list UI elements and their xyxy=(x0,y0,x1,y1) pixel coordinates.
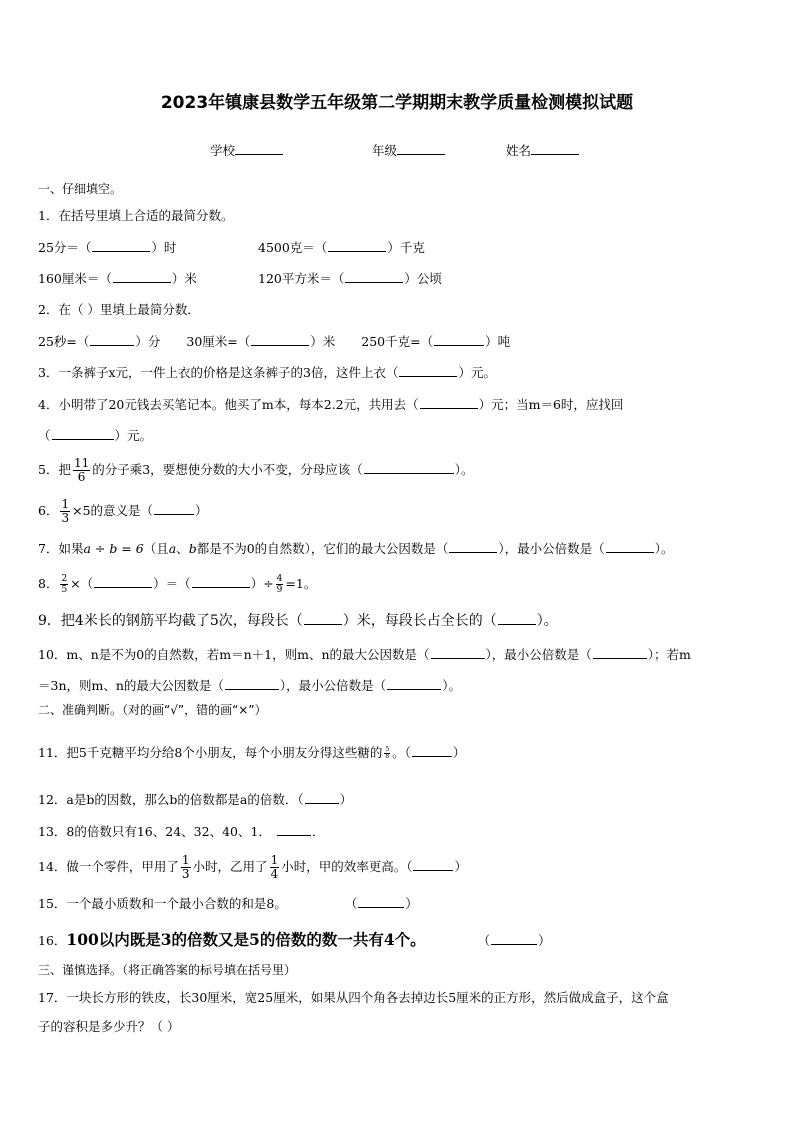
grade-label: 年级 xyxy=(372,143,398,158)
fraction-numerator: 2 xyxy=(61,574,68,584)
answer-blank[interactable] xyxy=(277,823,311,836)
q16-text: 100以内既是3的倍数又是5的倍数的数一共有4个。 xyxy=(66,930,426,949)
q1-a-text: 25分＝（ xyxy=(38,240,92,255)
q10-tail: ）。 xyxy=(442,678,461,693)
question-1-row-d xyxy=(258,270,442,287)
question-4-cont xyxy=(38,427,152,444)
question-5 xyxy=(38,456,473,484)
q11-post: 。（ xyxy=(392,745,411,760)
q7-var-a: a xyxy=(168,541,177,556)
school-field xyxy=(210,141,283,159)
q8-op1: ×（ xyxy=(70,576,94,591)
q8-tail: =1。 xyxy=(285,576,317,591)
answer-blank[interactable] xyxy=(420,396,478,409)
q7-expression: a ÷ b = 6 xyxy=(83,541,144,556)
answer-blank[interactable] xyxy=(113,270,171,283)
q7-mid2: 都是不为0的自然数），它们的最大公因数是（ xyxy=(196,541,449,556)
grade-field xyxy=(372,141,445,159)
fraction xyxy=(270,854,280,881)
q9-text: 9．把4米长的钢筋平均截了5次，每段长（ xyxy=(38,613,303,629)
answer-blank[interactable] xyxy=(449,540,497,553)
fraction xyxy=(60,498,70,525)
q7-pre: 7．如果 xyxy=(38,541,84,556)
q7-mid1: （且 xyxy=(143,541,169,556)
grade-blank[interactable] xyxy=(397,142,445,155)
q7-sep: 、 xyxy=(176,541,189,556)
q1-b-text: 4500克＝（ xyxy=(258,240,328,255)
question-4 xyxy=(38,396,623,413)
fraction xyxy=(181,854,191,881)
q15-tail: ） xyxy=(405,896,418,911)
q16-paren: （ xyxy=(477,933,491,948)
fraction-denominator: 8 xyxy=(385,753,390,760)
q2-a-text: 25秒=（ xyxy=(38,334,90,349)
q6-post: ×5的意义是（ xyxy=(72,503,154,518)
q14-post: 小时，甲的效率更高。（ xyxy=(281,859,413,874)
section-heading-2: 二、准确判断。（对的画“√”，错的画“×”） xyxy=(38,703,267,717)
question-12 xyxy=(38,791,352,808)
q7-var-b: b xyxy=(188,541,197,556)
q1-d-text: 120平方米＝（ xyxy=(258,271,345,286)
q1-a-unit: ）时 xyxy=(151,240,177,255)
answer-blank[interactable] xyxy=(413,858,453,871)
question-1-row-c xyxy=(38,270,197,287)
q11-tail: ） xyxy=(452,745,466,760)
answer-blank[interactable] xyxy=(434,333,484,346)
q5-pre: 5．把 xyxy=(38,462,71,477)
q10-mid3: ），最小公倍数是（ xyxy=(279,678,387,693)
q5-tail: ）。 xyxy=(454,462,474,477)
q14-pre: 14．做一个零件，甲用了 xyxy=(38,859,179,874)
q8-op2: ）÷ xyxy=(250,576,274,591)
q5-post: 的分子乘3，要想使分数的大小不变，分母应该（ xyxy=(92,462,363,477)
question-1-row-a xyxy=(38,239,176,256)
q1-c-text: 160厘米＝（ xyxy=(38,271,112,286)
fraction-numerator: 11 xyxy=(73,456,90,470)
q10-mid1: ），最小公倍数是（ xyxy=(485,647,592,662)
school-label: 学校 xyxy=(210,143,236,158)
fraction-denominator: 5 xyxy=(61,585,68,595)
answer-blank[interactable] xyxy=(304,612,342,625)
q15-text: 15．一个最小质数和一个最小合数的和是8。 xyxy=(38,896,287,911)
name-label: 姓名 xyxy=(506,143,532,158)
fraction-numerator: 1 xyxy=(181,853,190,867)
q6-tail: ） xyxy=(195,503,208,518)
question-10-cont xyxy=(38,677,461,694)
page-title: 2023年镇康县数学五年级第二学期期末教学质量检测模拟试题 xyxy=(160,93,634,113)
q2-b-unit: ）米 xyxy=(310,334,336,349)
q9-tail: ）。 xyxy=(536,613,558,629)
fraction-denominator: 9 xyxy=(276,585,283,595)
q13-tail: ． xyxy=(311,824,325,839)
fraction-numerator: 5 xyxy=(385,746,390,753)
answer-blank[interactable] xyxy=(364,461,454,474)
q2-b-text: 30厘米=（ xyxy=(186,334,251,349)
question-1-stem: 1．在括号里填上合适的最简分数。 xyxy=(38,208,234,223)
q2-a-unit: ）分 xyxy=(135,334,161,349)
q7-tail: ）。 xyxy=(654,541,674,556)
answer-blank[interactable] xyxy=(305,791,339,804)
question-15 xyxy=(38,895,418,912)
question-1-row-b xyxy=(258,239,425,256)
q7-mid3: ），最小公倍数是（ xyxy=(498,541,605,556)
q4-cont: （ xyxy=(38,428,51,443)
answer-blank[interactable] xyxy=(606,540,654,553)
question-2-stem: 2．在（ ）里填上最简分数． xyxy=(38,302,200,317)
question-14 xyxy=(38,852,467,882)
answer-blank[interactable] xyxy=(154,502,194,515)
question-7 xyxy=(38,540,673,557)
answer-blank[interactable] xyxy=(345,270,403,283)
fraction-denominator: 4 xyxy=(270,867,279,881)
fraction-numerator: 1 xyxy=(61,497,70,511)
q9-mid: ）米，每段长占全长的（ xyxy=(342,613,497,629)
answer-blank[interactable] xyxy=(491,932,537,945)
question-17-cont: 子的容积是多少升？（ ） xyxy=(38,1019,180,1034)
q4-tail: ）元。 xyxy=(114,428,153,443)
q4-text: 4．小明带了20元钱去买笔记本。他买了m本，每本2.2元，共用去（ xyxy=(38,397,419,412)
fraction xyxy=(384,747,390,760)
fraction xyxy=(60,574,68,595)
question-2-row xyxy=(38,333,510,350)
fraction-denominator: 6 xyxy=(77,470,86,484)
q2-c-text: 250千克=（ xyxy=(361,334,434,349)
section-heading-3: 三、谨慎选择。（将正确答案的标号填在括号里） xyxy=(38,963,297,977)
q14-tail: ） xyxy=(454,859,467,874)
q1-b-unit: ）千克 xyxy=(387,240,425,255)
school-blank[interactable] xyxy=(235,142,283,155)
question-8 xyxy=(38,570,316,598)
q3-tail: ）元。 xyxy=(458,365,496,380)
answer-blank[interactable] xyxy=(225,677,279,690)
q16-tail: ） xyxy=(538,933,551,948)
fraction-denominator: 3 xyxy=(61,511,70,525)
question-16 xyxy=(38,930,551,951)
question-17: 17．一块长方形的铁皮，长30厘米，宽25厘米，如果从四个角各去掉边长5厘米的正方形，然后做成盒子，这个盒 xyxy=(38,990,669,1005)
q1-c-unit: ）米 xyxy=(171,271,197,286)
q2-c-unit: ）吨 xyxy=(485,334,511,349)
q16-number: 16． xyxy=(38,933,67,948)
q14-mid: 小时，乙用了 xyxy=(192,859,268,874)
answer-blank[interactable] xyxy=(387,677,441,690)
answer-blank[interactable] xyxy=(94,575,152,588)
answer-blank[interactable] xyxy=(52,427,114,440)
answer-blank[interactable] xyxy=(412,744,452,757)
name-field xyxy=(506,141,579,159)
q3-text: 3．一条裤子x元，一件上衣的价格是这条裤子的3倍，这件上衣（ xyxy=(38,365,399,380)
answer-blank[interactable] xyxy=(399,364,457,377)
question-10 xyxy=(38,646,691,663)
answer-blank[interactable] xyxy=(498,612,536,625)
answer-blank[interactable] xyxy=(593,646,647,659)
answer-blank[interactable] xyxy=(251,333,309,346)
q6-pre: 6． xyxy=(38,503,59,518)
question-9 xyxy=(38,612,558,629)
section-heading-1: 一、仔细填空。 xyxy=(38,182,123,196)
q10-text: 10．m、n是不为0的自然数，若m＝n＋1，则m、n的最大公因数是（ xyxy=(38,647,430,662)
q11-text: 11．把5千克糖平均分给8个小朋友，每个小朋友分得这些糖的 xyxy=(38,745,383,760)
q10-cont: ＝3n，则m、n的最大公因数是（ xyxy=(38,678,224,693)
name-blank[interactable] xyxy=(531,142,579,155)
q13-text: 13．8的倍数只有16、24、32、40、1． xyxy=(38,824,271,839)
q12-text: 12．a是b的因数，那么b的倍数都是a的倍数．（ xyxy=(38,792,304,807)
q8-eq: ）＝（ xyxy=(153,576,191,591)
fraction xyxy=(73,457,90,484)
q10-mid2: ）；若m xyxy=(647,647,691,662)
question-3 xyxy=(38,364,496,381)
q12-tail: ） xyxy=(339,792,353,807)
fraction-numerator: 4 xyxy=(276,574,283,584)
answer-blank[interactable] xyxy=(358,895,404,908)
q8-pre: 8． xyxy=(38,576,59,591)
answer-blank[interactable] xyxy=(328,239,386,252)
q15-paren: （ xyxy=(344,896,358,911)
question-6 xyxy=(38,497,208,525)
question-11 xyxy=(38,744,465,761)
fraction xyxy=(276,574,284,595)
answer-blank[interactable] xyxy=(192,575,250,588)
answer-blank[interactable] xyxy=(431,646,485,659)
q4-mid: ）元；当m＝6时，应找回 xyxy=(478,397,624,412)
fraction-numerator: 1 xyxy=(270,853,279,867)
answer-blank[interactable] xyxy=(92,239,150,252)
fraction-denominator: 3 xyxy=(181,867,190,881)
q1-d-unit: ）公顷 xyxy=(404,271,442,286)
question-13 xyxy=(38,823,324,840)
answer-blank[interactable] xyxy=(90,333,134,346)
